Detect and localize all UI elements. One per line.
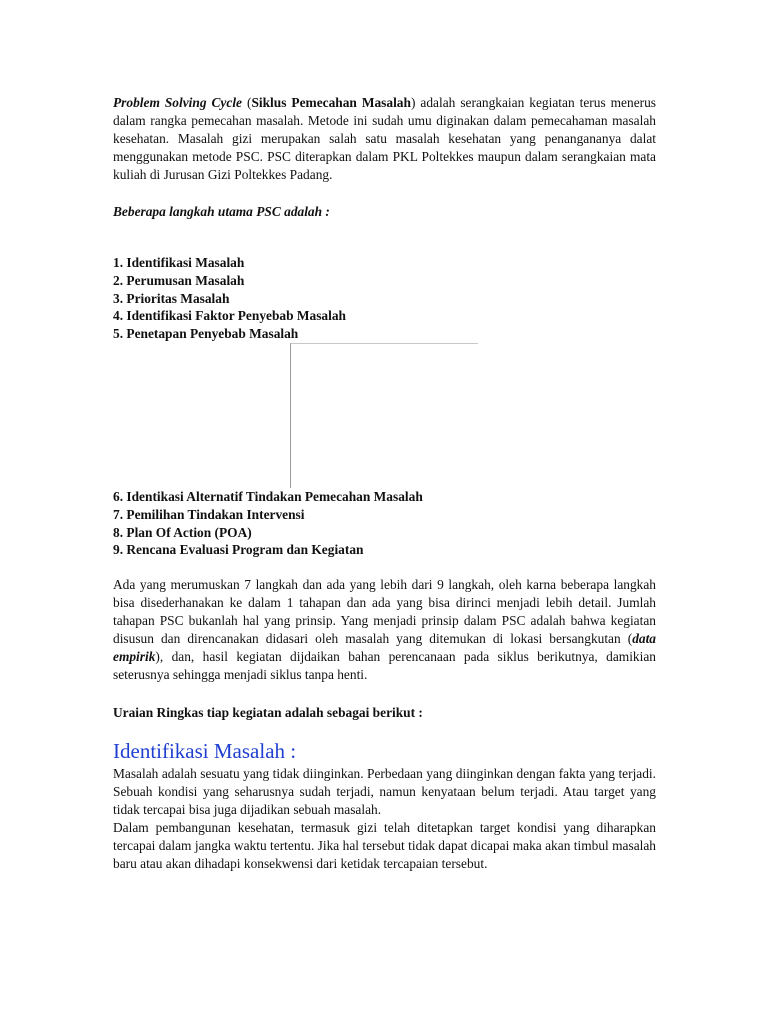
- section-paragraph-2: Dalam pembangunan kesehatan, termasuk gizi telah ditetapkan target kondisi yang diharapkan tercapai dalam jangka waktu tertentu. Jika hal tersebut tidak dapat dicapai maka akan timbul masalah baru atau akan dihadapi konsekwensi dari ketidak tercapaian tersebut.: [113, 820, 656, 871]
- list-item: 8. Plan Of Action (POA): [113, 524, 252, 540]
- list-item: 7. Pemilihan Tindakan Intervensi: [113, 506, 305, 522]
- explanation-before: Ada yang merumuskan 7 langkah dan ada yang lebih dari 9 langkah, oleh karna beberapa langkah bisa disederhanakan ke dalam 1 tahapan dan ada yang bisa dirinci menjadi lebih detail. Jumlah tahapan PSC bukanlah hal yang prinsip. Yang menjadi prinsip dalam PSC adalah bahwa kegiatan disusun dan direncanakan didasari oleh masalah yang ditemukan di lokasi bersangkutan (: [113, 577, 656, 646]
- steps-list-second: [113, 488, 656, 559]
- intro-paren-open: (: [241, 95, 252, 110]
- image-placeholder: [290, 343, 478, 488]
- steps-list-first: [113, 254, 656, 343]
- section-title: Identifikasi Masalah :: [113, 739, 297, 763]
- list-item: 3. Prioritas Masalah: [113, 290, 230, 306]
- steps-heading: Beberapa langkah utama PSC adalah :: [113, 204, 330, 219]
- explanation-emphasis: data empirik: [113, 631, 656, 664]
- list-item: 5. Penetapan Penyebab Masalah: [113, 326, 299, 342]
- intro-term-italic: Problem Solving Cycle: [113, 95, 242, 110]
- intro-paren-close: ): [410, 95, 416, 110]
- summary-heading: Uraian Ringkas tiap kegiatan adalah sebagai berikut :: [113, 705, 423, 720]
- list-item: 9. Rencana Evaluasi Program dan Kegiatan: [113, 542, 364, 558]
- list-item: 2. Perumusan Masalah: [113, 272, 245, 288]
- list-item: 1. Identifikasi Masalah: [113, 255, 245, 270]
- explanation-paragraph: [113, 576, 656, 684]
- section-paragraph-1: Masalah adalah sesuatu yang tidak diinginkan. Perbedaan yang diinginkan dengan fakta yang terjadi. Sebuah kondisi yang seharusnya sudah terjadi, namun kenyataan belum terjadi. Atau target yang tidak tercapai bisa juga dijadikan sebuah masalah.: [113, 766, 656, 817]
- intro-paragraph: [113, 94, 656, 184]
- list-item: 6. Identikasi Alternatif Tindakan Pemecahan Masalah: [113, 489, 423, 504]
- list-item: 4. Identifikasi Faktor Penyebab Masalah: [113, 308, 346, 324]
- intro-term-bold: Siklus Pemecahan Masalah: [251, 95, 411, 110]
- intro-rest: adalah serangkaian kegiatan terus menerus dalam rangka pemecahan masalah. Metode ini sudah umu diginakan dalam pemecahaman masalah kesehatan. Masalah gizi merupakan salah satu masalah kesehatan yang penangananya dalat menggunakan metode PSC. PSC diterapkan dalam PKL Poltekkes maupun dalam serangkaian mata kuliah di Jurusan Gizi Poltekkes Padang.: [113, 95, 656, 182]
- explanation-after: ), dan, hasil kegiatan dijdaikan bahan perencanaan pada siklus berikutnya, damikian seterusnya sehingga menjadi siklus tanpa henti.: [113, 649, 656, 682]
